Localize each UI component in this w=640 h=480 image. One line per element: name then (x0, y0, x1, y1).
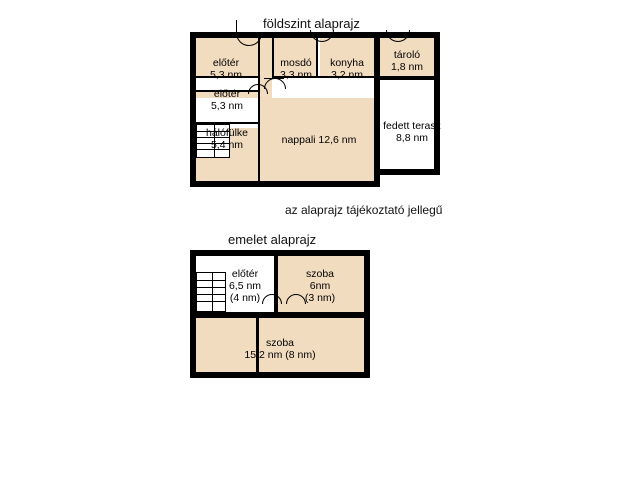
label-ground-halofulke-1: hálófülke (205, 127, 249, 139)
label-upper-szoba-large-2: 15,2 nm (8 nm) (244, 349, 316, 361)
label-ground-konyha-2: 3,2 nm (330, 69, 364, 81)
label-ground-elotér-1: előtér (212, 57, 240, 69)
wall-bottom (190, 181, 380, 187)
label-ground-mosdo-1: mosdó (280, 57, 312, 69)
label-ground-tarolo-2: 1,8 nm (390, 61, 424, 73)
door-arc-entry (236, 20, 262, 46)
label-ground-nappali: nappali 12,6 nm (281, 134, 357, 146)
label-elotér-line1: előtér (213, 88, 241, 100)
door-leaf-entry (236, 20, 237, 34)
u-wall-right (364, 250, 370, 378)
label-upper-szoba-small-2: 6nm (309, 280, 331, 292)
disclaimer-text: az alaprajz tájékoztató jellegű (285, 203, 443, 217)
label-ground-terasz-2: 8,8 nm (395, 132, 429, 144)
label-upper-szoba-large-1: szoba (265, 337, 295, 349)
iwall-nappali-left (258, 92, 260, 181)
iwall-elotér-right (258, 38, 260, 92)
wall-annex-right (434, 32, 440, 175)
u-wall-bottom (190, 372, 370, 378)
upper-floor-title: emelet alaprajz (228, 232, 317, 247)
label-upper-szoba-small-3: (3 nm) (304, 292, 336, 304)
label-ground-mosdo-2: 3,3 nm (279, 69, 313, 81)
label-ground-konyha-1: konyha (330, 57, 364, 69)
label-upper-elotér-2: 6,5 nm (228, 280, 262, 292)
label-elotér-line2: 5,3 nm (210, 100, 244, 112)
u-iwall-horizontal (196, 312, 364, 318)
label-upper-szoba-small-1: szoba (305, 268, 335, 280)
door-arc-tarolo (386, 18, 410, 42)
label-ground-elotér-2: 5,3 nm (209, 69, 243, 81)
label-ground-terasz-1: fedett terasz (383, 120, 441, 132)
label-upper-elotér-1: előtér (231, 268, 259, 280)
label-ground-tarolo-1: tároló (393, 49, 421, 61)
wall-annex-divider (374, 76, 440, 80)
ground-floor-title: földszint alaprajz (263, 16, 360, 31)
label-upper-elotér-3: (4 nm) (229, 292, 261, 304)
wall-annex-bottom (374, 169, 440, 175)
label-ground-halofulke-2: 5,4 nm (210, 139, 244, 151)
